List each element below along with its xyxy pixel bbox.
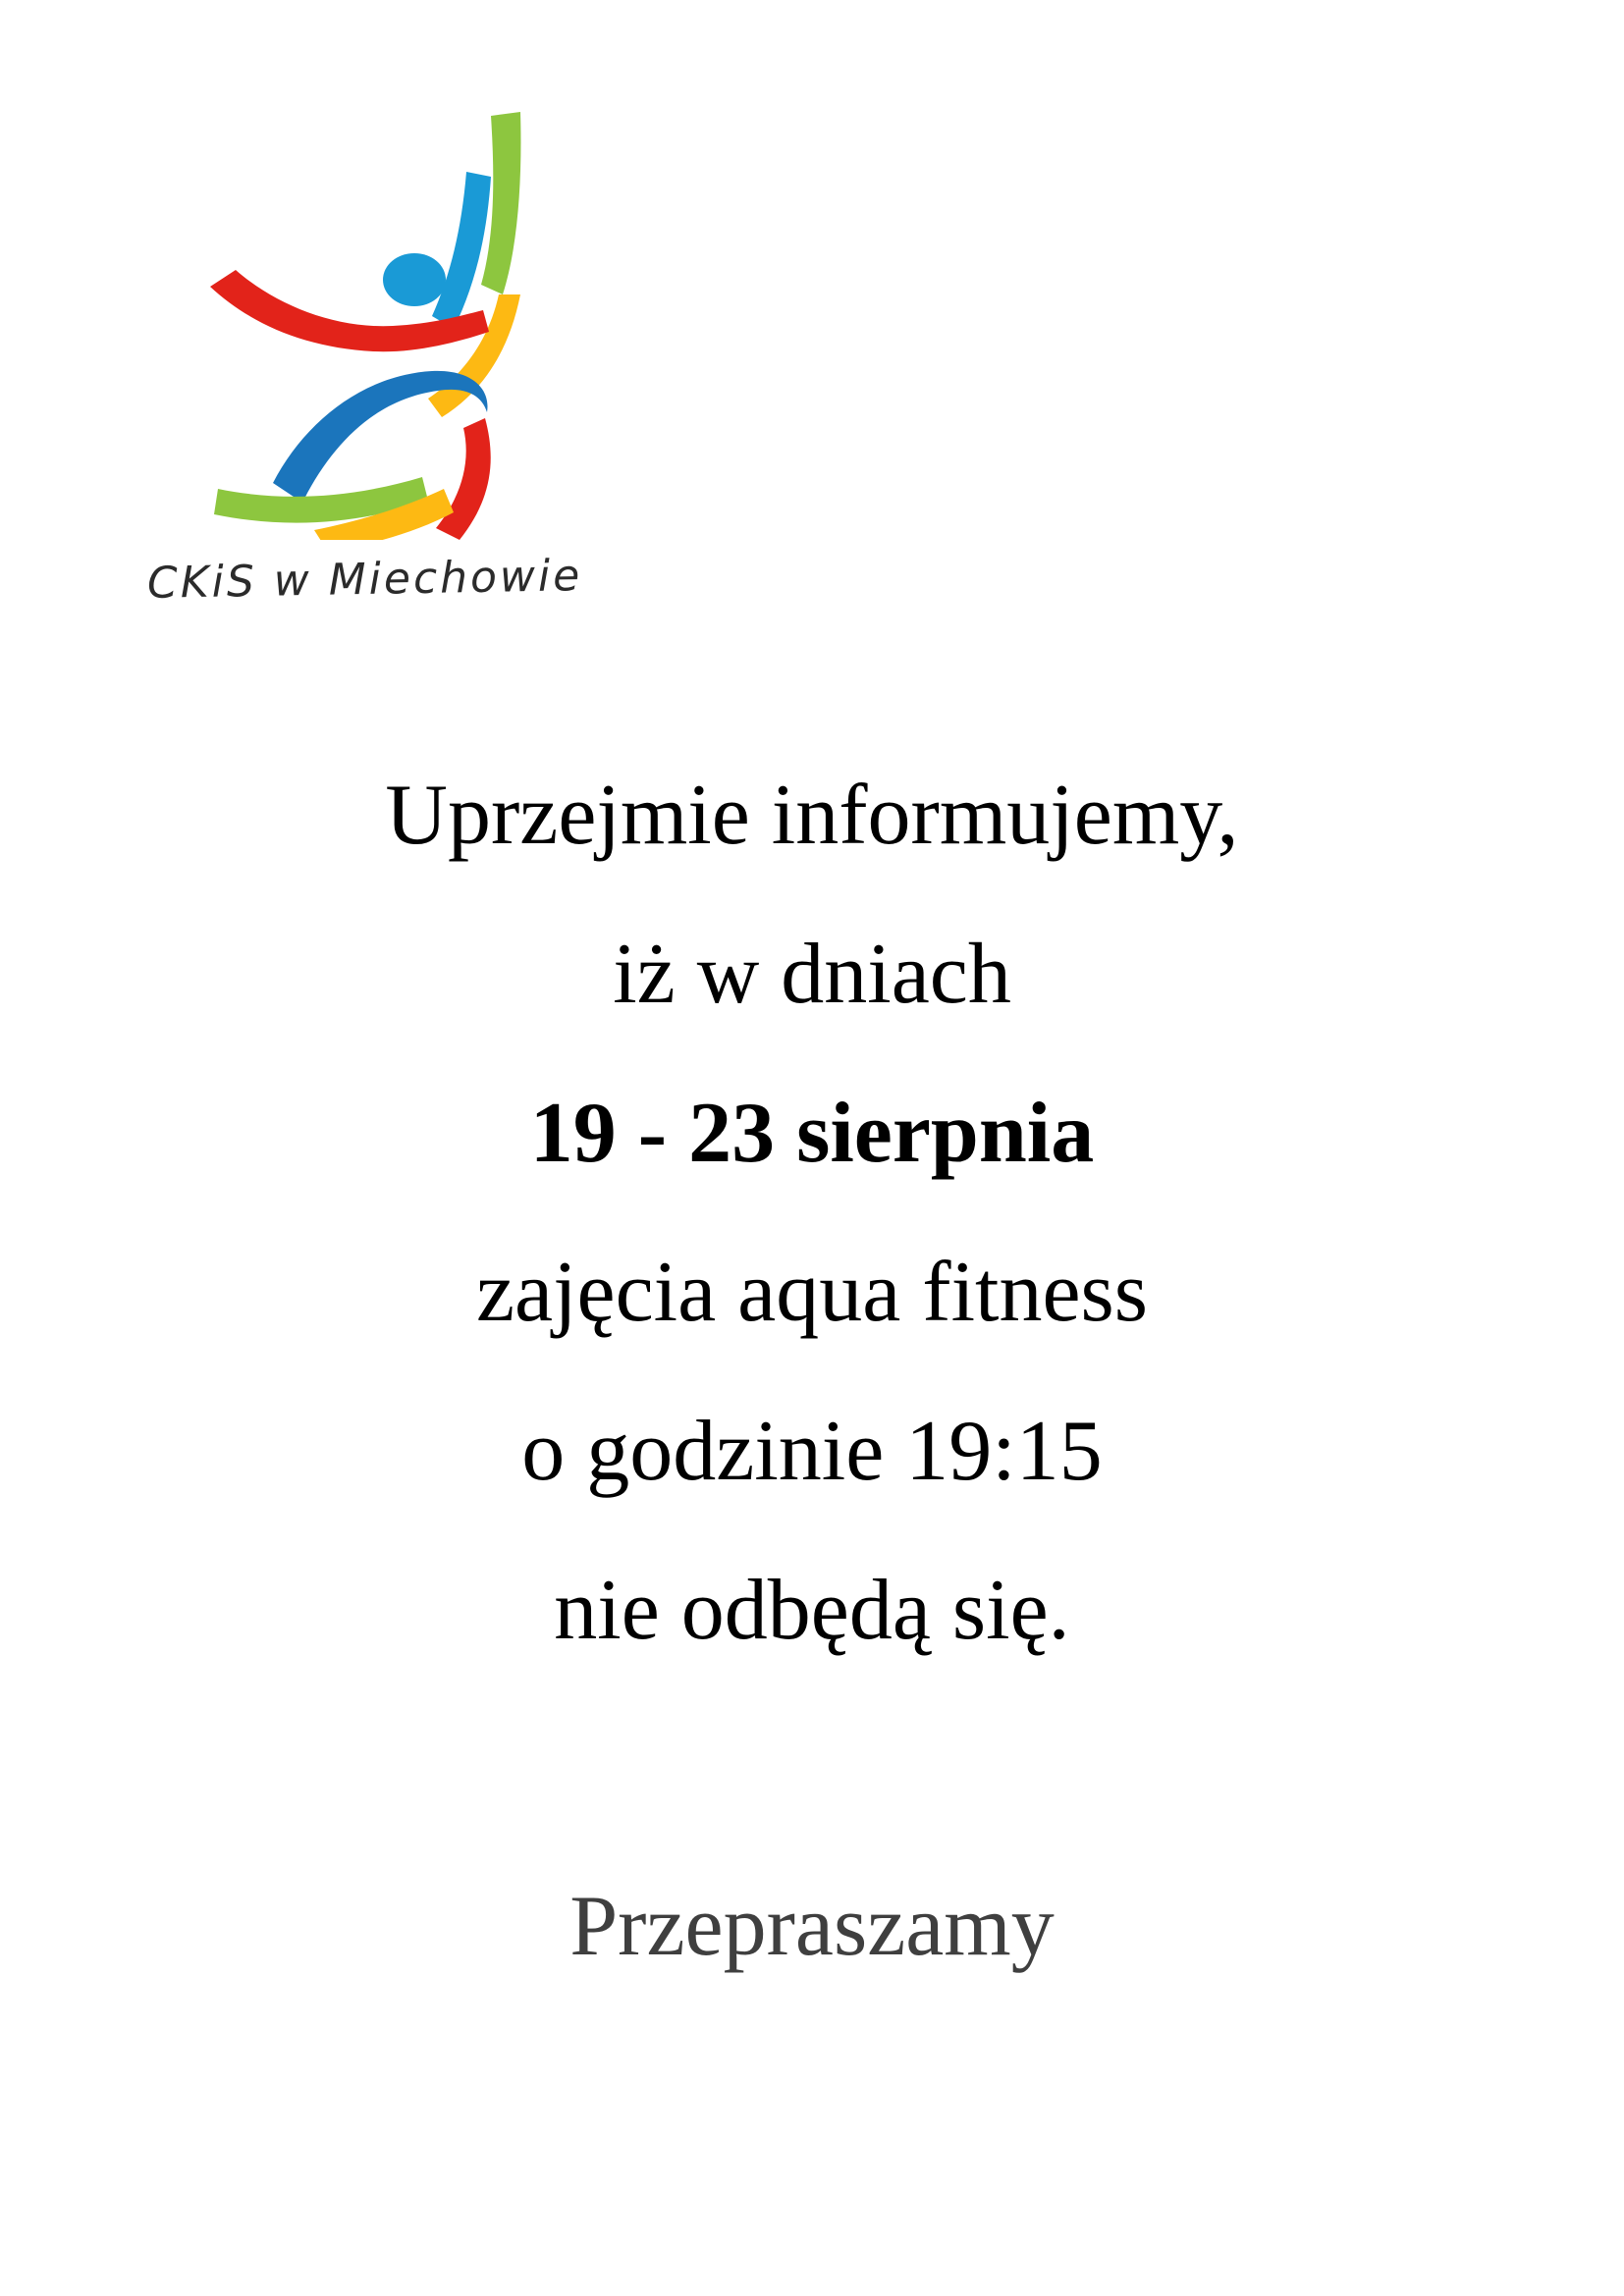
notice-line-intro: Uprzejmie informujemy, bbox=[385, 768, 1239, 863]
apology-text: Przepraszamy bbox=[569, 1879, 1055, 1974]
notice-line-time: o godzinie 19:15 bbox=[521, 1404, 1103, 1499]
notice-line-class: zajęcia aqua fitness bbox=[475, 1245, 1149, 1340]
logo-text: CKiS w Miechowie bbox=[146, 551, 583, 609]
notice-line-cancelled: nie odbędą się. bbox=[554, 1563, 1070, 1658]
notice-line-dates: 19 - 23 sierpnia bbox=[529, 1086, 1095, 1181]
ckis-logo bbox=[137, 108, 583, 638]
notice-line-dates-intro: iż w dniach bbox=[613, 927, 1011, 1022]
dancer-figure-logo-icon bbox=[196, 108, 569, 540]
notice-text bbox=[0, 736, 1624, 2006]
